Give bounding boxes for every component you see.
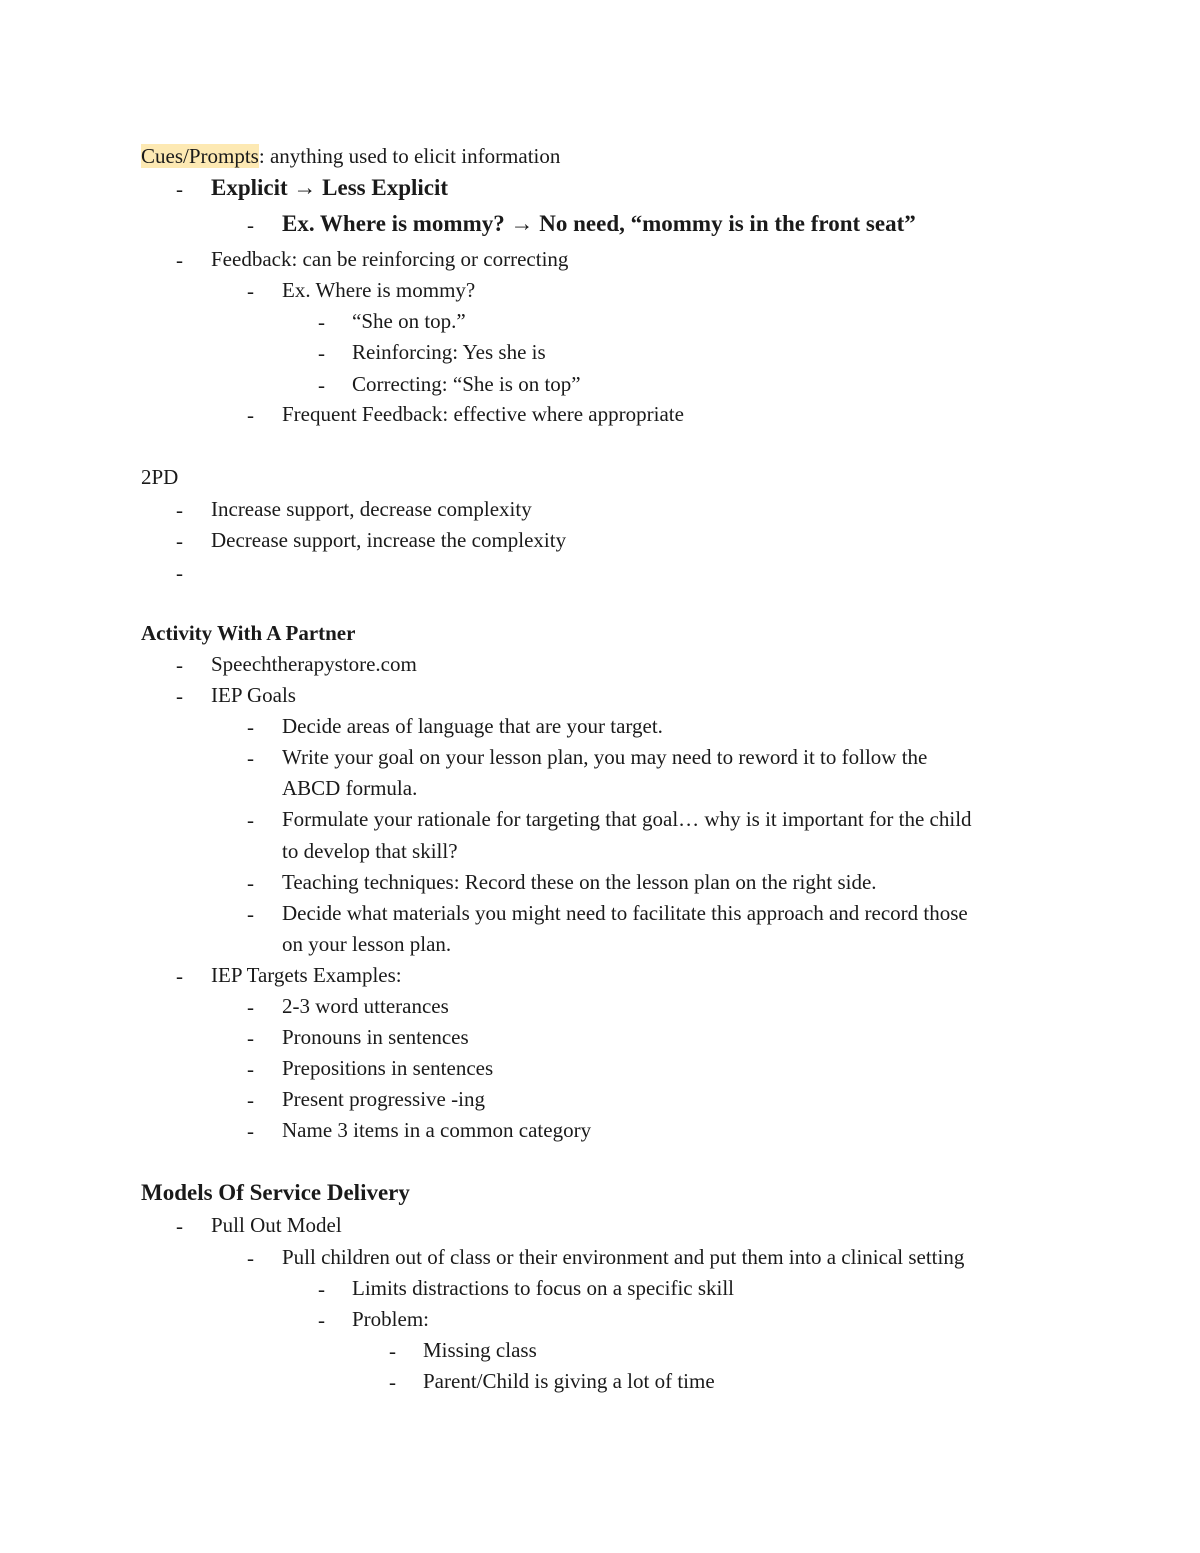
bullet-dash: - <box>389 1339 396 1363</box>
bullet-dash: - <box>247 279 254 303</box>
target-prepositions: Prepositions in sentences <box>282 1056 494 1080</box>
target-word-utterances: 2-3 word utterances <box>282 994 449 1018</box>
cues-definition: : anything used to elicit information <box>258 144 561 168</box>
pull-out-benefit: Limits distractions to focus on a specific skill <box>352 1276 735 1300</box>
bullet-dash: - <box>318 373 325 397</box>
goal-materials-line1: Decide what materials you might need to facilitate this approach and record those <box>282 901 968 925</box>
bullet-dash: - <box>247 995 254 1019</box>
bullet-dash: - <box>247 808 254 832</box>
target-present-progressive: Present progressive -ing <box>282 1087 485 1111</box>
bullet-dash: - <box>247 715 254 739</box>
bullet-dash: - <box>176 177 183 201</box>
target-name-items: Name 3 items in a common category <box>282 1118 592 1142</box>
problem-missing-class: Missing class <box>423 1338 537 1362</box>
bullet-dash: - <box>318 1277 325 1301</box>
bullet-dash: - <box>247 871 254 895</box>
pull-out-description: Pull children out of class or their environment and put them into a clinical setting <box>282 1245 965 1269</box>
bullet-dash: - <box>176 529 183 553</box>
models-heading: Models Of Service Delivery <box>141 1180 410 1205</box>
cues-item-explicit-example: Ex. Where is mommy? → No need, “mommy is in the front seat” <box>282 211 916 236</box>
feedback-example: Ex. Where is mommy? <box>282 278 476 302</box>
activity-item-website: Speechtherapystore.com <box>211 652 417 676</box>
goal-write-goal-line2: ABCD formula. <box>282 776 418 800</box>
bullet-dash: - <box>176 684 183 708</box>
bullet-dash: - <box>247 1088 254 1112</box>
target-pronouns: Pronouns in sentences <box>282 1025 469 1049</box>
pull-out-problem-label: Problem: <box>352 1307 429 1331</box>
bullet-dash: - <box>389 1370 396 1394</box>
goal-write-goal-line1: Write your goal on your lesson plan, you may need to reword it to follow the <box>282 745 928 769</box>
bullet-dash: - <box>318 310 325 334</box>
feedback-reinforcing: Reinforcing: Yes she is <box>352 340 546 364</box>
bullet-dash: - <box>247 1246 254 1270</box>
twopd-title: 2PD <box>141 465 179 489</box>
activity-item-iep-targets: IEP Targets Examples: <box>211 963 402 987</box>
cues-term-highlight: Cues/Prompts <box>141 144 259 168</box>
activity-heading: Activity With A Partner <box>141 621 356 645</box>
bullet-dash: - <box>247 213 254 237</box>
goal-rationale-line1: Formulate your rationale for targeting that goal… why is it important for the child <box>282 807 972 831</box>
bullet-dash: - <box>176 498 183 522</box>
bullet-dash: - <box>247 403 254 427</box>
bullet-dash: - <box>176 561 183 585</box>
problem-time: Parent/Child is giving a lot of time <box>423 1369 715 1393</box>
bullet-dash: - <box>247 1057 254 1081</box>
goal-materials-line2: on your lesson plan. <box>282 932 452 956</box>
bullet-dash: - <box>176 248 183 272</box>
twopd-item-decrease-support: Decrease support, increase the complexity <box>211 528 567 552</box>
cues-item-feedback: Feedback: can be reinforcing or correcting <box>211 247 569 271</box>
feedback-example-answer: “She on top.” <box>352 309 466 333</box>
bullet-dash: - <box>247 746 254 770</box>
activity-item-iep-goals: IEP Goals <box>211 683 296 707</box>
bullet-dash: - <box>247 1026 254 1050</box>
frequent-feedback: Frequent Feedback: effective where appropriate <box>282 402 684 426</box>
models-item-pull-out: Pull Out Model <box>211 1213 342 1237</box>
goal-teaching-techniques: Teaching techniques: Record these on the lesson plan on the right side. <box>282 870 877 894</box>
bullet-dash: - <box>247 1119 254 1143</box>
feedback-correcting: Correcting: “She is on top” <box>352 372 581 396</box>
bullet-dash: - <box>247 902 254 926</box>
twopd-item-increase-support: Increase support, decrease complexity <box>211 497 532 521</box>
bullet-dash: - <box>176 653 183 677</box>
bullet-dash: - <box>318 341 325 365</box>
goal-rationale-line2: to develop that skill? <box>282 839 458 863</box>
bullet-dash: - <box>318 1308 325 1332</box>
cues-definition-line <box>141 143 560 169</box>
bullet-dash: - <box>176 1214 183 1238</box>
cues-item-explicit: Explicit → Less Explicit <box>211 175 449 200</box>
goal-decide-areas: Decide areas of language that are your target. <box>282 714 663 738</box>
bullet-dash: - <box>176 964 183 988</box>
